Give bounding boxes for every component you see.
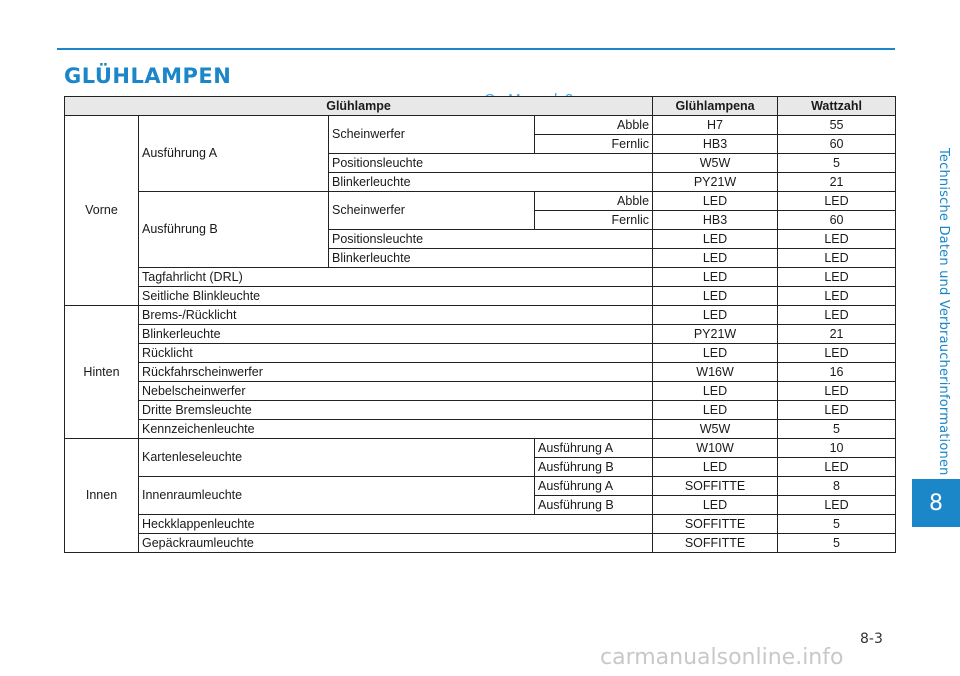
table-row	[65, 192, 896, 211]
bulb-type-cell: HB3	[653, 135, 778, 154]
lamp-label: Positionsleuchte	[329, 230, 653, 249]
variant-label: Ausführung A	[535, 477, 653, 496]
sub-label: Fernlic	[535, 135, 653, 154]
wattage-cell: 21	[778, 173, 896, 192]
bulb-type-cell: LED	[653, 306, 778, 325]
variant-label: Ausführung B	[535, 496, 653, 515]
table-row	[65, 382, 896, 401]
bulb-type-cell: LED	[653, 496, 778, 515]
bulb-type-cell: HB3	[653, 211, 778, 230]
wattage-cell: 5	[778, 420, 896, 439]
group-hinten: Hinten	[65, 306, 139, 439]
wattage-cell: LED	[778, 458, 896, 477]
lamp-label: Heckklappenleuchte	[139, 515, 653, 534]
bulb-type-cell: W5W	[653, 154, 778, 173]
wattage-cell: 10	[778, 439, 896, 458]
variant-a: Ausführung A	[139, 116, 329, 192]
chapter-number: 8	[929, 490, 943, 516]
bulb-type-cell: SOFFITTE	[653, 477, 778, 496]
wattage-cell: 21	[778, 325, 896, 344]
bulb-type-cell: H7	[653, 116, 778, 135]
table-row	[65, 363, 896, 382]
lamp-label: Blinkerleuchte	[329, 173, 653, 192]
table-row	[65, 116, 896, 135]
group-vorne: Vorne	[65, 116, 139, 306]
top-divider	[57, 48, 895, 50]
wattage-cell: LED	[778, 230, 896, 249]
bulb-type-cell: LED	[653, 249, 778, 268]
lamp-label: Dritte Bremsleuchte	[139, 401, 653, 420]
bulb-type-cell: W10W	[653, 439, 778, 458]
variant-label: Ausführung A	[535, 439, 653, 458]
wattage-cell: 16	[778, 363, 896, 382]
headlamp-label: Scheinwerfer	[329, 116, 535, 154]
wattage-cell: LED	[778, 192, 896, 211]
wattage-cell: 8	[778, 477, 896, 496]
bulb-type-cell: LED	[653, 401, 778, 420]
lamp-label: Nebelscheinwerfer	[139, 382, 653, 401]
table-row	[65, 534, 896, 553]
header-wattage: Wattzahl	[778, 97, 896, 116]
lamp-label: Blinkerleuchte	[139, 325, 653, 344]
lamp-label: Seitliche Blinkleuchte	[139, 287, 653, 306]
lamp-label: Kartenleseleuchte	[139, 439, 535, 477]
wattage-cell: LED	[778, 496, 896, 515]
wattage-cell: LED	[778, 249, 896, 268]
wattage-cell: LED	[778, 344, 896, 363]
chapter-tab	[912, 479, 960, 527]
wattage-cell: 55	[778, 116, 896, 135]
bulb-type-cell: LED	[653, 344, 778, 363]
table-row	[65, 306, 896, 325]
lamp-label: Tagfahrlicht (DRL)	[139, 268, 653, 287]
variant-label: Ausführung B	[535, 458, 653, 477]
wattage-cell: LED	[778, 287, 896, 306]
table-row	[65, 344, 896, 363]
table-row	[65, 287, 896, 306]
bulb-table	[64, 96, 896, 553]
header-lamp: Glühlampe	[65, 97, 653, 116]
header-bulb-type: Glühlampena	[653, 97, 778, 116]
group-innen: Innen	[65, 439, 139, 553]
lamp-label: Rücklicht	[139, 344, 653, 363]
table-header-row	[65, 97, 896, 116]
page-title: GLÜHLAMPEN	[64, 64, 232, 88]
bulb-type-cell: LED	[653, 382, 778, 401]
bulb-type-cell: LED	[653, 230, 778, 249]
bulb-type-cell: SOFFITTE	[653, 515, 778, 534]
lamp-label: Kennzeichenleuchte	[139, 420, 653, 439]
lamp-label: Blinkerleuchte	[329, 249, 653, 268]
headlamp-label: Scheinwerfer	[329, 192, 535, 230]
table-row	[65, 477, 896, 496]
table-row	[65, 420, 896, 439]
bulb-type-cell: PY21W	[653, 173, 778, 192]
bulb-type-cell: LED	[653, 192, 778, 211]
lamp-label: Rückfahrscheinwerfer	[139, 363, 653, 382]
table-row	[65, 439, 896, 458]
bulb-type-cell: PY21W	[653, 325, 778, 344]
bulb-type-cell: LED	[653, 268, 778, 287]
bulb-type-cell: W16W	[653, 363, 778, 382]
table-row	[65, 515, 896, 534]
table-row	[65, 325, 896, 344]
wattage-cell: 5	[778, 154, 896, 173]
bulb-type-cell: LED	[653, 287, 778, 306]
wattage-cell: 5	[778, 534, 896, 553]
bulb-type-cell: LED	[653, 458, 778, 477]
bulb-type-cell: W5W	[653, 420, 778, 439]
chapter-title: Technische Daten und Verbraucherinformationen	[936, 148, 951, 476]
wattage-cell: LED	[778, 382, 896, 401]
table-row	[65, 268, 896, 287]
bulb-type-cell: SOFFITTE	[653, 534, 778, 553]
wattage-cell: LED	[778, 306, 896, 325]
variant-b: Ausführung B	[139, 192, 329, 268]
lamp-label: Positionsleuchte	[329, 154, 653, 173]
wattage-cell: 5	[778, 515, 896, 534]
page-number: 8-3	[860, 631, 883, 647]
sub-label: Fernlic	[535, 211, 653, 230]
wattage-cell: LED	[778, 401, 896, 420]
lamp-label: Gepäckraumleuchte	[139, 534, 653, 553]
table-row	[65, 401, 896, 420]
footer-watermark: carmanualsonline.info	[600, 645, 844, 670]
sub-label: Abble	[535, 116, 653, 135]
wattage-cell: LED	[778, 268, 896, 287]
wattage-cell: 60	[778, 211, 896, 230]
sub-label: Abble	[535, 192, 653, 211]
lamp-label: Brems-/Rücklicht	[139, 306, 653, 325]
lamp-label: Innenraumleuchte	[139, 477, 535, 515]
wattage-cell: 60	[778, 135, 896, 154]
